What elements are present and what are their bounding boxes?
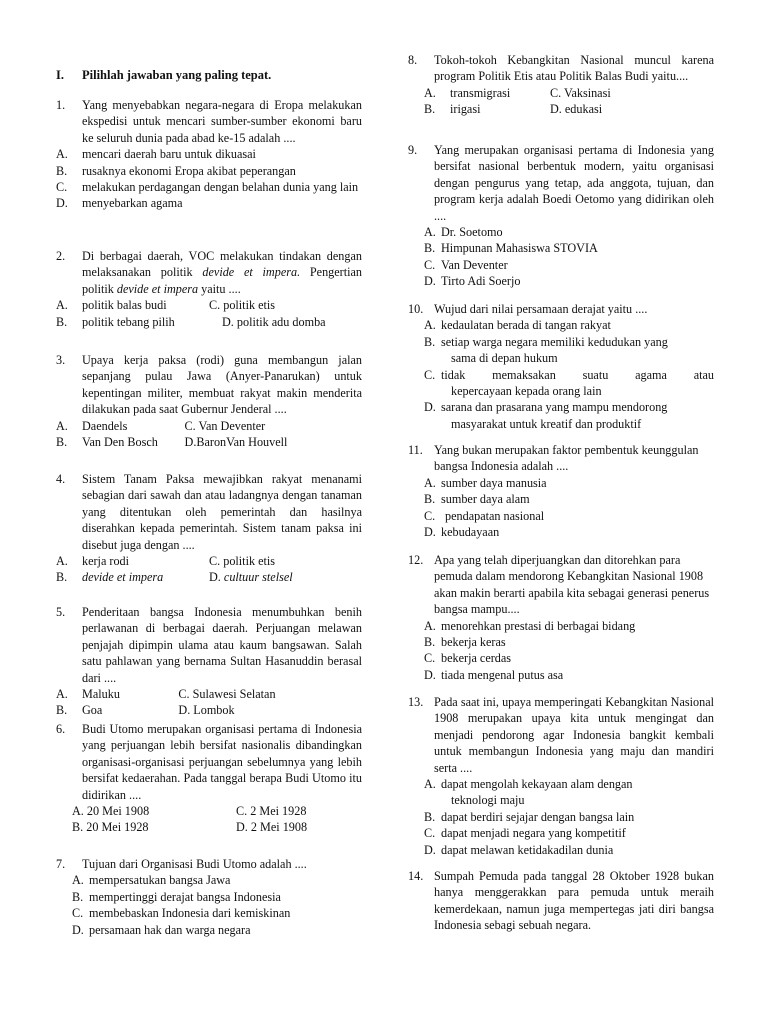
option-d: D. cultuur stelsel bbox=[209, 570, 293, 585]
option-a: A. Dr. Soetomo bbox=[424, 225, 503, 240]
question-number: 10. bbox=[408, 302, 424, 316]
question-number: 6. bbox=[56, 722, 66, 736]
question-11 bbox=[408, 442, 714, 540]
question-number: 2. bbox=[56, 249, 66, 263]
option-c: C. Sulawesi Selatan bbox=[178, 687, 276, 702]
question-number: 9. bbox=[408, 143, 418, 157]
question-number: 12. bbox=[408, 553, 424, 567]
option-d: D. Tirto Adi Soerjo bbox=[424, 274, 521, 289]
option-a: A. 20 Mei 1908 bbox=[72, 804, 150, 819]
question-number: 8. bbox=[408, 53, 418, 67]
option-a: A. kedaulatan berada di tangan rakyat bbox=[424, 318, 611, 333]
question-text: Sumpah Pemuda pada tanggal 28 Oktober 1928 bukan hanya menggerakkan para pemuda untuk meraih kemerdekaan, namun juga mempertegas jati diri bangsa Indonesia sebagi sebuah negara. bbox=[434, 869, 714, 933]
option-d: D. persamaan hak dan warga negara bbox=[72, 922, 251, 937]
option-c: C. membebaskan Indonesia dari kemiskinan bbox=[72, 906, 291, 921]
question-text: Di berbagai daerah, VOC melakukan tindakan dengan melaksanakan politik devide et impera. Pengertian politik devide et impera yaitu .... bbox=[82, 249, 363, 296]
option-a: A. dapat mengolah kekayaan alam dengan teknologi maju bbox=[424, 777, 633, 808]
question-3 bbox=[56, 352, 362, 450]
option-b: B. Himpunan Mahasiswa STOVIA bbox=[424, 241, 598, 256]
option-b: B. sumber daya alam bbox=[424, 492, 530, 507]
question-text: Sistem Tanam Paksa mewajibkan rakyat menanami sebagian dari sawah dan atau ladangnya dengan tanaman yang ditentukan oleh pemerintah dan hasilnya diserahkan kepada pemerintah. Sistem tanam paksa ini disebut juga dengan .... bbox=[82, 472, 362, 552]
option-a: A. Maluku bbox=[56, 687, 120, 702]
question-number: 4. bbox=[56, 472, 66, 486]
question-7 bbox=[56, 856, 362, 938]
option-a: A. menorehkan prestasi di berbagai bidang bbox=[424, 618, 636, 633]
option-c: C. Van Deventer bbox=[184, 418, 266, 433]
option-d: D. sarana dan prasarana yang mampu mendorong masyarakat untuk kreatif dan produktif bbox=[424, 400, 668, 431]
question-number: 13. bbox=[408, 695, 424, 709]
question-8 bbox=[408, 52, 714, 118]
question-number: 11. bbox=[408, 443, 423, 457]
question-text: Yang merupakan organisasi pertama di Indonesia yang bersifat nasional berbentuk modern, yaitu organisasi dengan pengurus yang tetap, ada anggota, tujuan, dan program kerja adalah Boedi Oetomo yang didirikan oleh .... bbox=[434, 143, 714, 223]
option-c: C. melakukan perdagangan dengan belahan dunia yang lain bbox=[56, 180, 359, 195]
option-d: D. menyebarkan agama bbox=[56, 196, 183, 211]
question-text: Wujud dari nilai persamaan derajat yaitu .... bbox=[434, 302, 648, 316]
question-text: Tokoh-tokoh Kebangkitan Nasional muncul karena program Politik Etis atau Politik Balas Budi yaitu.... bbox=[434, 53, 714, 84]
question-6 bbox=[56, 721, 362, 836]
question-14 bbox=[408, 868, 714, 934]
question-number: 14. bbox=[408, 869, 424, 883]
question-number: 3. bbox=[56, 353, 66, 367]
option-b: B. bekerja keras bbox=[424, 635, 506, 650]
option-b: B. irigasi bbox=[424, 102, 481, 117]
option-d: D. kebudayaan bbox=[424, 525, 500, 540]
question-text: Pada saat ini, upaya memperingati Kebangkitan Nasional 1908 merupakan upaya kita untuk mengingat dan menjadi pendorong agar Indonesia bangkit kembali untuk membangun Indonesia yang maju dan mandiri serta .... bbox=[434, 695, 714, 775]
option-d: D. dapat melawan ketidakadilan dunia bbox=[424, 842, 614, 857]
question-9 bbox=[408, 142, 714, 290]
question-text: Budi Utomo merupakan organisasi pertama di Indonesia yang perjuangan lebih bersifat nasionalis dibandingkan organisasi-organisasi perjuangan sebelumnya yang lebih bersifat kedaerahan. Pada tanggal berapa Budi Utomo itu didirikan .... bbox=[82, 722, 362, 802]
option-b: B. setiap warga negara memiliki kedudukan yang sama di depan hukum bbox=[424, 334, 668, 366]
question-text: Yang menyebabkan negara-negara di Eropa melakukan ekspedisi untuk mencari sumber-sumber ekonomi baru ke seluruh dunia pada abad ke-15 adalah .... bbox=[82, 98, 362, 145]
option-d: D. tiada mengenal putus asa bbox=[424, 667, 564, 682]
option-c: C. pendapatan nasional bbox=[424, 508, 545, 523]
option-b: B. 20 Mei 1928 bbox=[72, 820, 149, 835]
question-number: 7. bbox=[56, 857, 66, 871]
option-a: A. kerja rodi bbox=[56, 554, 130, 569]
option-c: C. politik etis bbox=[209, 298, 276, 313]
option-b: B. Van Den Bosch bbox=[56, 435, 158, 450]
section-title: Pilihlah jawaban yang paling tepat. bbox=[82, 68, 272, 82]
question-text: Tujuan dari Organisasi Budi Utomo adalah .... bbox=[82, 857, 307, 871]
question-13 bbox=[408, 694, 714, 858]
option-b-d: B. politik tebang pilih D. politik adu domba bbox=[56, 314, 326, 329]
option-d: D. Lombok bbox=[178, 703, 235, 718]
option-a: A. mempersatukan bangsa Jawa bbox=[72, 873, 231, 888]
option-d: D. edukasi bbox=[550, 102, 603, 117]
option-d: D. 2 Mei 1908 bbox=[236, 820, 308, 835]
question-text: Apa yang telah diperjuangkan dan ditorehkan para pemuda dalam mendorong Kebangkitan Nasional 1908 akan makin berarti apabila kita sebagai generasi penerus bangsa mampu.... bbox=[434, 553, 710, 617]
option-a: A. sumber daya manusia bbox=[424, 475, 547, 490]
option-a: A. mencari daerah baru untuk dikuasai bbox=[56, 147, 256, 162]
question-text: Penderitaan bangsa Indonesia menumbuhkan benih perlawanan di berbagai daerah. Perjuangan melawan penjajah dipimpin ulama atau kaum bangsawan. Salah satu pahlawan yang bernama Sultan Hasanuddin berasal dari .... bbox=[82, 605, 362, 685]
question-text: Yang bukan merupakan faktor pembentuk keunggulan bangsa Indonesia adalah .... bbox=[434, 443, 699, 474]
question-2 bbox=[56, 248, 362, 330]
option-c: C. Van Deventer bbox=[424, 257, 508, 272]
question-5 bbox=[56, 604, 362, 719]
option-b: B. Goa bbox=[56, 703, 103, 718]
question-1 bbox=[56, 97, 362, 212]
option-b: B. mempertinggi derajat bangsa Indonesia bbox=[72, 889, 281, 904]
option-d: D.BaronVan Houvell bbox=[184, 435, 288, 450]
option-b: B. rusaknya ekonomi Eropa akibat peperangan bbox=[56, 163, 296, 178]
option-a: A. Daendels bbox=[56, 418, 128, 433]
option-c: C. Vaksinasi bbox=[550, 85, 611, 100]
question-number: 1. bbox=[56, 98, 66, 112]
question-4 bbox=[56, 471, 362, 586]
option-c: C. tidak memaksakan suatu agama atau kepercayaan kepada orang lain bbox=[424, 367, 714, 399]
option-a: A. transmigrasi bbox=[424, 85, 511, 100]
option-b: B. devide et impera bbox=[56, 570, 164, 585]
option-c: C. politik etis bbox=[209, 554, 276, 569]
option-c: C. dapat menjadi negara yang kompetitif bbox=[424, 826, 626, 841]
option-a: A. politik balas budi bbox=[56, 298, 167, 313]
option-c: C. bekerja cerdas bbox=[424, 651, 512, 666]
option-c: C. 2 Mei 1928 bbox=[236, 804, 307, 819]
section-heading bbox=[56, 68, 271, 83]
question-10 bbox=[408, 301, 714, 432]
question-text: Upaya kerja paksa (rodi) guna membangun jalan sepanjang pulau Jawa (Anyer-Panarukan) untuk kepentingan militer, membuat rakyat makin menderita dilakukan pada saat Gubernur Jenderal .... bbox=[82, 353, 362, 417]
question-number: 5. bbox=[56, 605, 66, 619]
section-number: I. bbox=[56, 68, 64, 82]
option-b: B. dapat berdiri sejajar dengan bangsa lain bbox=[424, 809, 635, 824]
question-12 bbox=[408, 552, 714, 683]
